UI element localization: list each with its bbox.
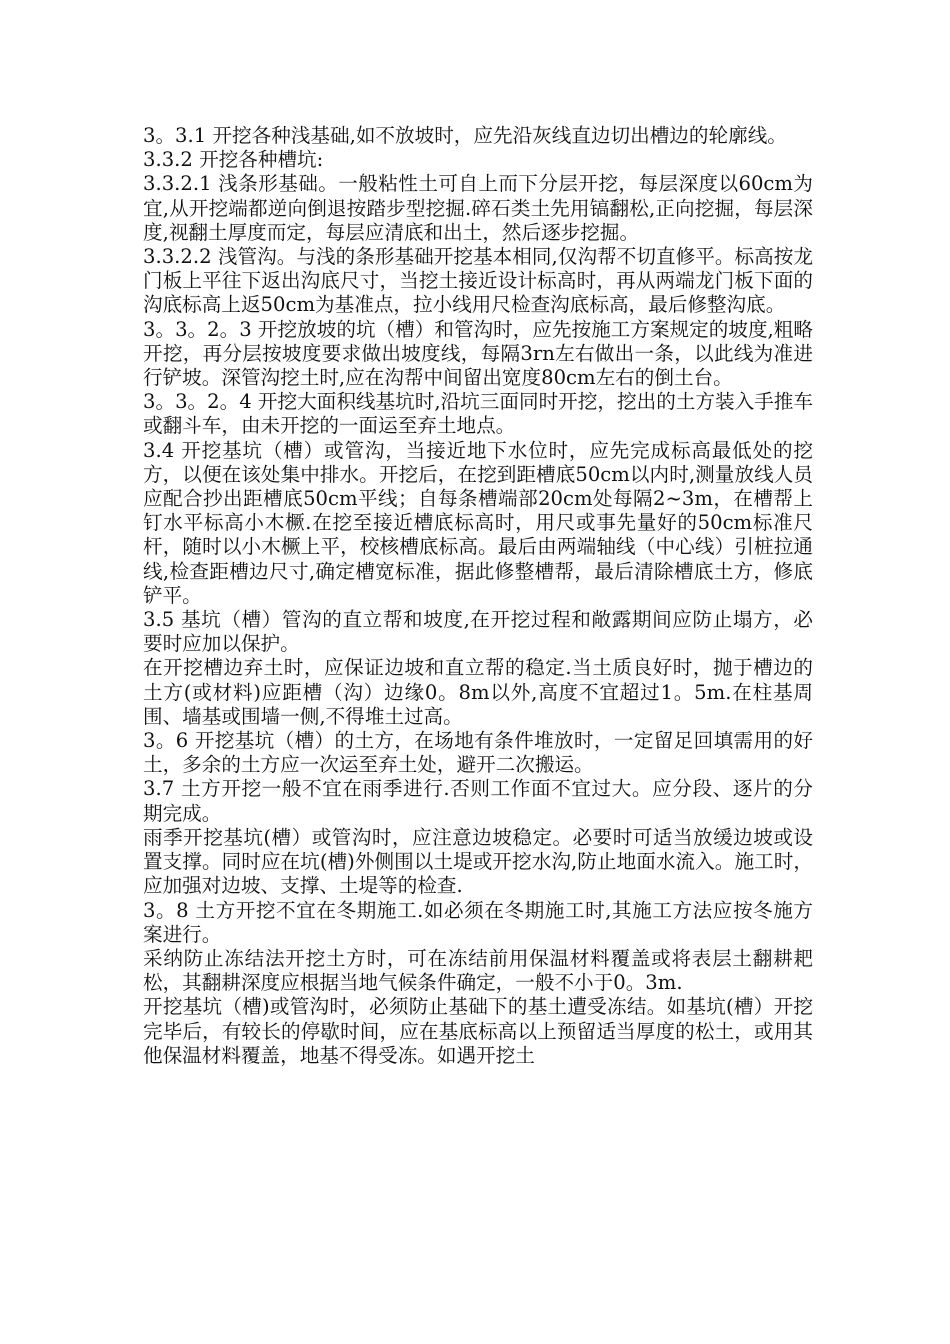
paragraph-3-3-2: 3.3.2 开挖各种槽坑: bbox=[143, 148, 324, 172]
paragraph-rainy-season: 雨季开挖基坑(槽）或管沟时，应注意边坡稳定。必要时可适当放缓边坡或设置支撑。同时应在坑(槽)外侧围以土堤或开挖水沟,防止地面水流入。施工时，应加强对边坡、支撑、土堤等的检查. bbox=[143, 825, 813, 898]
paragraph-foundation-freeze: 开挖基坑（槽)或管沟时，必须防止基础下的基土遭受冻结。如基坑(槽）开挖完毕后，有较长的停歇时间，应在基底标高以上预留适当厚度的松土，或用其他保温材料覆盖，地基不得受冻。如遇开挖土 bbox=[143, 995, 813, 1067]
paragraph-3-6: 3。6 开挖基坑（槽）的土方，在场地有条件堆放时，一定留足回填需用的好土，多余的土方应一次运至弃土处，避开二次搬运。 bbox=[143, 729, 813, 777]
paragraph-3-3-2-2: 3.3.2.2 浅管沟。与浅的条形基础开挖基本相同,仅沟帮不切直修平。标高按龙门板上平往下返出沟底尺寸，当挖土接近设计标高时，再从两端龙门板下面的沟底标高上返50cm为基准点，拉小线用尺检查沟底标高，最后修整沟底。 bbox=[143, 245, 813, 317]
paragraph-3-3-2-4: 3。3。2。4 开挖大面积线基坑时,沿坑三面同时开挖，挖出的土方装入手推车或翻斗车，由未开挖的一面运至弃土地点。 bbox=[143, 390, 813, 438]
paragraph-anti-freeze: 采纳防止冻结法开挖土方时，可在冻结前用保温材料覆盖或将表层土翻耕耙松，其翻耕深度应根据当地气候条件确定，一般不小于0。3m. bbox=[143, 946, 813, 995]
paragraph-3-5: 3.5 基坑（槽）管沟的直立帮和坡度,在开挖过程和敞露期间应防止塌方，必要时应加以保护。 bbox=[143, 608, 813, 656]
paragraph-3-3-2-3: 3。3。2。3 开挖放坡的坑（槽）和管沟时，应先按施工方案规定的坡度,粗略开挖，再分层按坡度要求做出坡度线，每隔3rn左右做出一条，以此线为准进行铲坡。深管沟挖土时,应在沟帮中间留出宽度80cm左右的倒土台。 bbox=[143, 317, 813, 390]
paragraph-3-4: 3.4 开挖基坑（槽）或管沟，当接近地下水位时，应先完成标高最低处的挖方，以便在该处集中排水。开挖后，在挖到距槽底50cm以内时,测量放线人员应配合抄出距槽底50cm平线；自每条槽端部20cm处每隔2~3m，在槽帮上钉水平标高小木橛.在挖至接近槽底标高时，用尺或事先量好的50cm标准尺杆，随时以小木橛上平，校核槽底标高。最后由两端轴线（中心线）引桩拉通线,检查距槽边尺寸,确定槽宽标准，据此修整槽帮，最后清除槽底土方，修底铲平。 bbox=[143, 438, 813, 607]
paragraph-3-3-1: 3。3.1 开挖各种浅基础,如不放坡时，应先沿灰线直边切出槽边的轮廓线。 bbox=[143, 124, 787, 147]
paragraph-spoil-soil: 在开挖槽边弃土时，应保证边坡和直立帮的稳定.当土质良好时，抛于槽边的土方(或材料)应距槽（沟）边缘0。8m以外,高度不宜超过1。5m.在柱基周围、墙基或围墙一侧,不得堆土过高。 bbox=[143, 656, 813, 728]
paragraph-3-8: 3。8 土方开挖不宜在冬期施工.如必须在冬期施工时,其施工方法应按冬施方案进行。 bbox=[143, 898, 813, 946]
document-body bbox=[143, 124, 813, 1068]
paragraph-3-7: 3.7 土方开挖一般不宜在雨季进行.否则工作面不宜过大。应分段、逐片的分期完成。 bbox=[143, 777, 813, 825]
paragraph-3-3-2-1: 3.3.2.1 浅条形基础。一般粘性土可自上而下分层开挖，每层深度以60cm为宜,从开挖端都逆向倒退按踏步型挖掘.碎石类土先用镐翻松,正向挖掘，每层深度,视翻土厚度而定，每层应清底和出土，然后逐步挖掘。 bbox=[143, 172, 813, 244]
